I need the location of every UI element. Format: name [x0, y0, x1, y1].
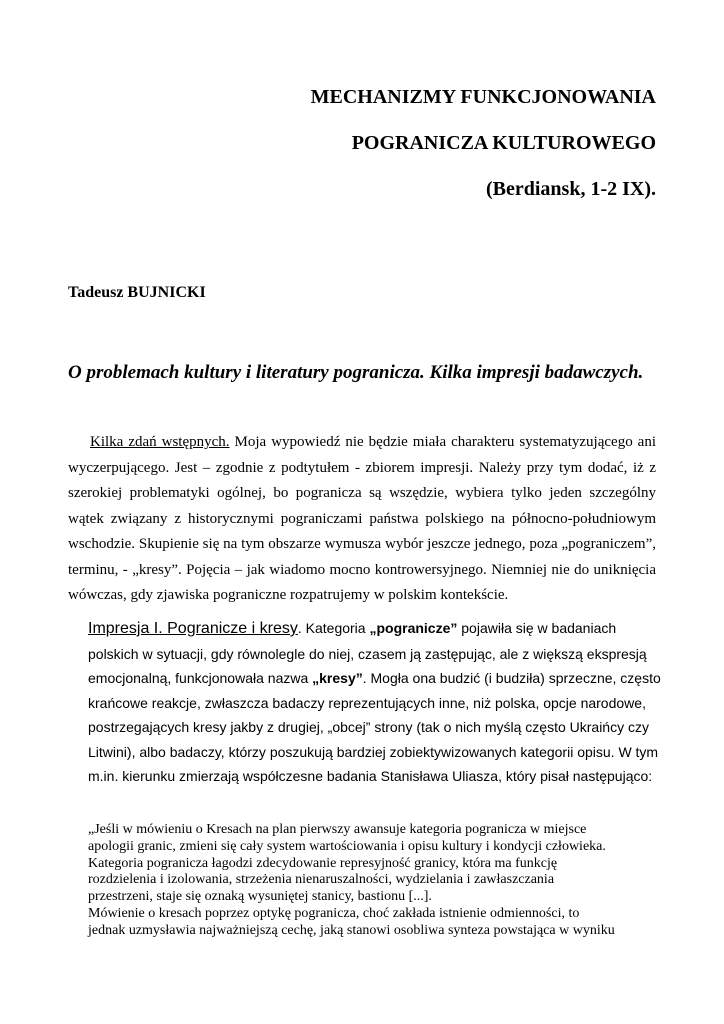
quote-line: jednak uzmysławia najważniejszą cechę, jaką stanowi osobliwa synteza powstająca w wyniku [88, 922, 615, 938]
impresja-term-pogranicze: „pogranicze” [369, 620, 458, 636]
quote-line: apologii granic, zmieni się cały system wartościowania i opisu kultury i kondycji człowieka. [88, 838, 606, 854]
author-name: Tadeusz BUJNICKI [68, 284, 206, 301]
title-line-3: (Berdiansk, 1-2 IX). [485, 178, 656, 200]
quote-line: rozdzielenia i izolowania, strzeżenia nienaruszalności, wydzielania i zawłaszczania [88, 872, 555, 888]
impresja-text-3: . Mogła ona budzić (i budziła) sprzeczne, często krańcowe reakcje, zwłaszcza badaczy reprezentujących inne, niż polska, opcje narodowe, postrzegających kresy jakby z drugiej, „obcej” strony (tak o nich myślą często Ukraińcy czy Litwini), albo badaczy, którzy poszukują bardziej zobiektywizowanych kategorii opisu. W tym m.in. kierunku zmierzają współczesne badania Stanisława Uliasza, który pisał następująco: [88, 670, 661, 784]
impresja-text-2: pojawiła się w badaniach polskich w sytuacji, gdy równolegle do niej, czasem ją zastępując, ale z większą ekspresją emocjonalną, funkcjonowała nazwa [88, 620, 647, 686]
impresja-term-kresy: „kresy” [312, 670, 363, 686]
intro-lead: Kilka zdań wstępnych. [90, 434, 230, 450]
impresja-paragraph [88, 616, 668, 789]
intro-paragraph [68, 430, 656, 609]
intro-text: Moja wypowiedź nie będzie miała charakteru systematyzującego ani wyczerpującego. Jest – zgodnie z podtytułem - zbiorem impresji. Należy przy tym dodać, iż z szerokiej problematyki ogólnej, bo pogranicza są wszędzie, wybiera tylko jeden szczególny wątek związany z historycznymi pograniczami państwa polskiego na północno-południowym wschodzie. Skupienie się na tym obszarze wymusza wybór jeszcze jednego, poza „pograniczem”, terminu, - „kresy”. Pojęcia – jak wiadomo mocno kontrowersyjnego. Niemniej nie do uniknięcia wówczas, gdy zjawiska pograniczne rozpatrujemy w polskim kontekście. [68, 434, 657, 603]
quote-line: „Jeśli w mówieniu o Kresach na plan pierwszy awansuje kategoria pogranicza w miejsce [88, 822, 587, 837]
quote-line: Kategoria pogranicza łagodzi zdecydowanie represyjność granicy, która ma funkcję [88, 855, 558, 871]
quote-line: Mówienie o kresach poprzez optykę pogranicza, choć zakłada istnienie odmienności, to [88, 905, 580, 921]
quote-line: przestrzeni, staje się oznaką wysuniętej stanicy, bastionu [...]. [88, 889, 432, 905]
block-quote [88, 822, 668, 940]
title-line-1: MECHANIZMY FUNKCJONOWANIA [310, 86, 656, 108]
impresja-text-1: . Kategoria [297, 620, 370, 636]
impresja-title: Impresja I. Pogranicze i kresy [88, 620, 298, 637]
section-subtitle: O problemach kultury i literatury pogranicza. Kilka impresji badawczych. [68, 362, 644, 383]
title-line-2: POGRANICZA KULTUROWEGO [351, 132, 656, 154]
